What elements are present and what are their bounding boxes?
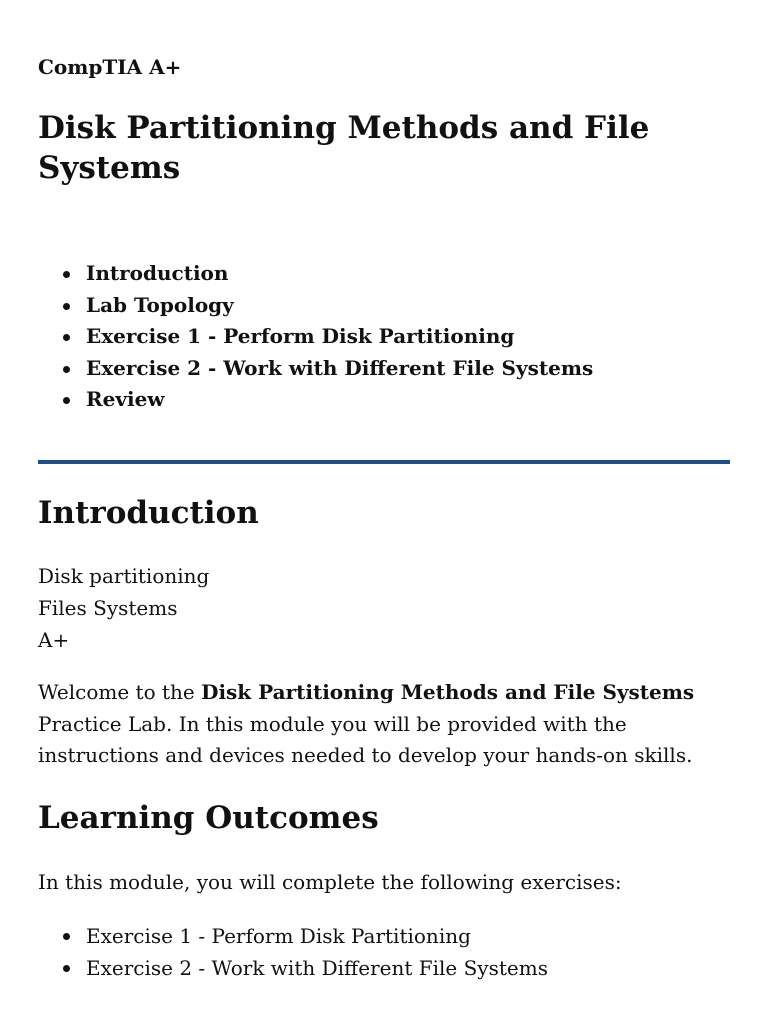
outcomes-list (38, 920, 548, 984)
keyword: Files Systems (38, 596, 178, 620)
bullet-icon (63, 366, 70, 373)
outcome-text: Exercise 2 - Work with Different File Systems (86, 956, 548, 980)
toc-link[interactable]: Introduction (86, 261, 229, 285)
toc-link[interactable]: Exercise 2 - Work with Different File Systems (86, 355, 594, 380)
toc-link[interactable]: Lab Topology (86, 292, 234, 317)
page-title: Disk Partitioning Methods and File Systems (38, 110, 650, 186)
toc-item-exercise-1[interactable] (38, 321, 593, 353)
outcomes-lead: In this module, you will complete the following exercises: (38, 870, 622, 894)
welcome-lab-name: Disk Partitioning Methods and File Systems (201, 680, 695, 704)
bullet-icon (63, 933, 70, 940)
welcome-prefix: Welcome to the (38, 680, 202, 704)
welcome-suffix: Practice Lab. In this module you will be provided with the instructions and devices needed to develop your hands-on skills. (38, 711, 693, 767)
keyword: Disk partitioning (38, 564, 210, 588)
toc-item-review[interactable] (38, 384, 593, 416)
keyword: A+ (38, 628, 70, 652)
section-divider (38, 460, 730, 464)
course-label: CompTIA A+ (38, 55, 182, 79)
keyword-list (38, 560, 209, 656)
toc-link[interactable]: Review (86, 387, 165, 411)
introduction-heading: Introduction (38, 495, 259, 531)
bullet-icon (63, 303, 70, 310)
list-item (38, 952, 548, 984)
toc-link[interactable]: Exercise 1 - Perform Disk Partitioning (86, 324, 515, 348)
table-of-contents (38, 258, 593, 416)
toc-item-exercise-2[interactable] (38, 353, 593, 385)
toc-item-lab-topology[interactable] (38, 290, 593, 322)
list-item (38, 920, 548, 952)
learning-outcomes-heading: Learning Outcomes (38, 800, 379, 836)
welcome-paragraph (38, 677, 730, 772)
bullet-icon (63, 271, 70, 278)
bullet-icon (63, 397, 70, 404)
toc-item-introduction[interactable] (38, 258, 593, 290)
bullet-icon (63, 334, 70, 341)
bullet-icon (63, 965, 70, 972)
outcome-text: Exercise 1 - Perform Disk Partitioning (86, 924, 471, 948)
